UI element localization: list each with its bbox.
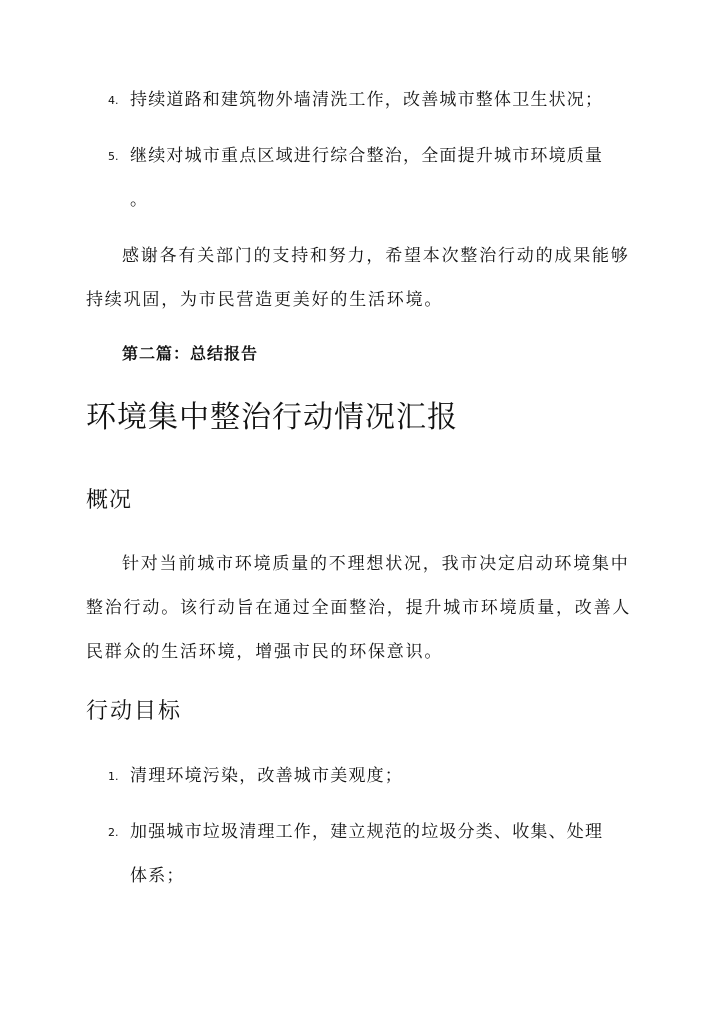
list-item-text: 加强城市垃圾清理工作，建立规范的垃圾分类、收集、处理: [130, 822, 604, 842]
paragraph-line: 持续巩固，为市民营造更美好的生活环境。: [86, 290, 444, 310]
list-item-text: 持续道路和建筑物外墙清洗工作，改善城市整体卫生状况；: [130, 90, 604, 110]
section-heading-overview: 概况: [86, 488, 133, 513]
list-item-number: 5.: [108, 150, 119, 163]
list-item-text: 继续对城市重点区域进行综合整治，全面提升城市环境质量: [130, 146, 604, 166]
document-title: 环境集中整治行动情况汇报: [86, 400, 458, 435]
list-item: [108, 766, 628, 787]
list-item-continuation: 。: [130, 190, 149, 210]
list-item: [108, 90, 628, 111]
list-item-number: 1.: [108, 770, 119, 783]
paragraph-line: 整治行动。该行动旨在通过全面整治，提升城市环境质量，改善人: [86, 598, 632, 618]
list-item-number: 2.: [108, 826, 119, 839]
list-item-continuation: 体系；: [130, 866, 185, 886]
list-item-number: 4.: [108, 94, 119, 107]
list-item: [108, 146, 628, 167]
list-item: [108, 822, 628, 843]
paragraph-line: 针对当前城市环境质量的不理想状况，我市决定启动环境集中: [122, 554, 630, 574]
section-heading-goals: 行动目标: [86, 699, 183, 724]
list-item-text: 清理环境污染，改善城市美观度；: [130, 766, 403, 786]
paragraph-line: 感谢各有关部门的支持和努力，希望本次整治行动的成果能够: [122, 246, 630, 266]
part-heading: 第二篇：总结报告: [122, 344, 259, 363]
paragraph-line: 民群众的生活环境，增强市民的环保意识。: [86, 642, 444, 662]
